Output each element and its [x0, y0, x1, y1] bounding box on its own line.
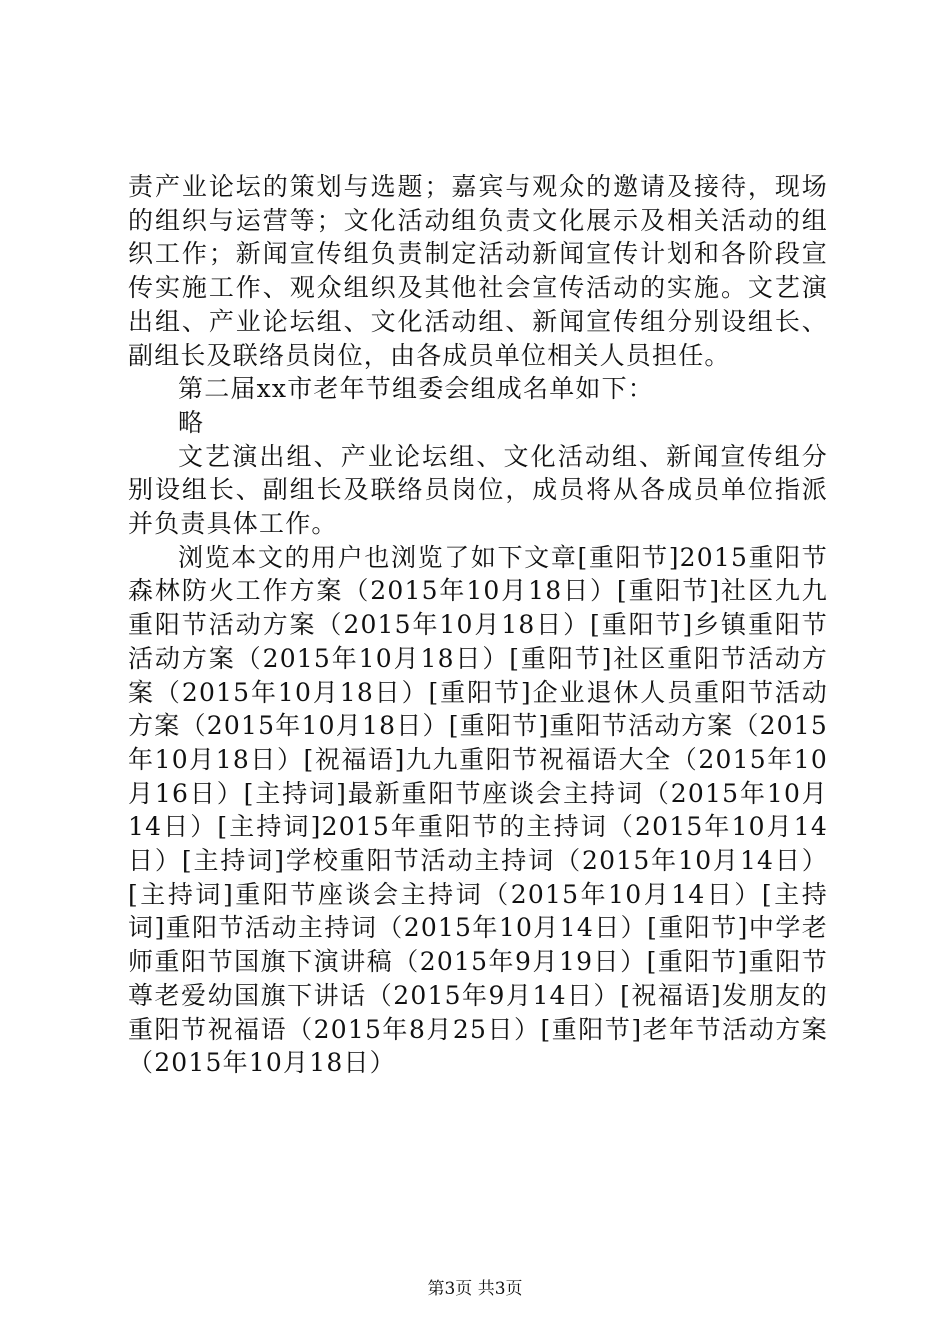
- paragraph-group-roles: 文艺演出组、产业论坛组、文化活动组、新闻宣传组分别设组长、副组长及联络员岗位，成员将从各成员单位指派并负责具体工作。: [128, 441, 828, 539]
- page-footer: 第3页 共3页: [427, 1279, 523, 1299]
- paragraph-related-articles: 浏览本文的用户也浏览了如下文章[重阳节]2015重阳节森林防火工作方案（2015年10月18日）[重阳节]社区九九重阳节活动方案（2015年10月18日）[重阳节]乡镇重阳节活动方案（2015年10月18日）[重阳节]社区重阳节活动方案（2015年10月18日）[重阳节]企业退休人员重阳节活动方案（2015年10月18日）[重阳节]重阳节活动方案（2015年10月18日）[祝福语]九九重阳节祝福语大全（2015年10月16日）[主持词]最新重阳节座谈会主持词（2015年10月14日）[主持词]2015年重阳节的主持词（2015年10月14日）[主持词]学校重阳节活动主持词（2015年10月14日）[主持词]重阳节座谈会主持词（2015年10月14日）[主持词]重阳节活动主持词（2015年10月14日）[重阳节]中学老师重阳节国旗下演讲稿（2015年9月19日）[重阳节]重阳节尊老爱幼国旗下讲话（2015年9月14日）[祝福语]发朋友的重阳节祝福语（2015年8月25日）[重阳节]老年节活动方案（2015年10月18日）: [128, 542, 828, 1078]
- paragraph-committee-list-intro: 第二届xx市老年节组委会组成名单如下：: [178, 374, 654, 404]
- paragraph-omitted: 略: [178, 407, 205, 437]
- paragraph-responsibilities: 责产业论坛的策划与选题；嘉宾与观众的邀请及接待，现场的组织与运营等；文化活动组负责文化展示及相关活动的组织工作；新闻宣传组负责制定活动新闻宣传计划和各阶段宣传实施工作、观众组织及其他社会宣传活动的实施。文艺演出组、产业论坛组、文化活动组、新闻宣传组分别设组长、副组长及联络员岗位，由各成员单位相关人员担任。: [128, 172, 828, 370]
- document-body: [128, 170, 828, 1080]
